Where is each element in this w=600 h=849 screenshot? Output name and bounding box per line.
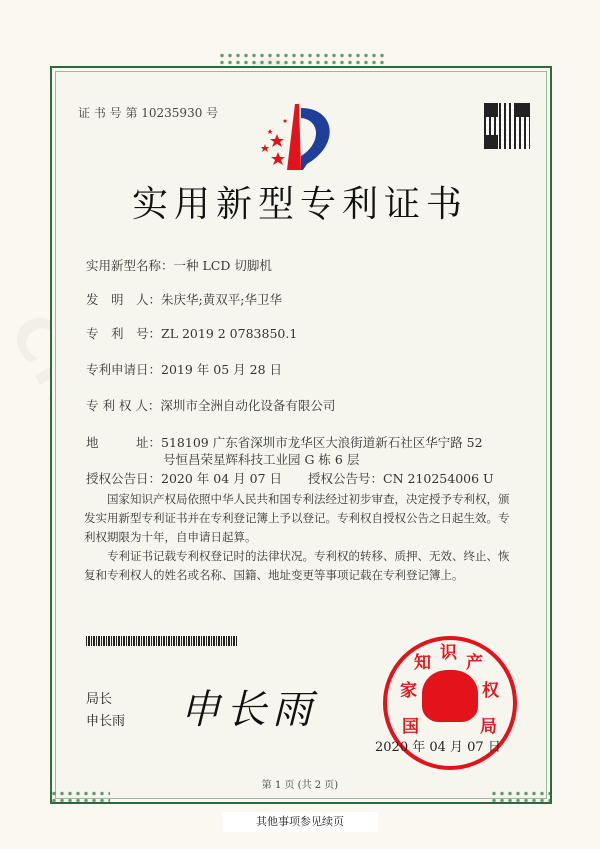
top-ornament bbox=[218, 52, 384, 66]
grant-statement: 国家知识产权局依照中华人民共和国专利法经过初步审查，决定授予专利权，颁发实用新型专利证书并在专利登记簿上予以登记。专利权自授权公告之日起生效。专利权期限为十年，自申请日起算。 bbox=[84, 492, 510, 544]
seal-char: 局 bbox=[480, 717, 497, 737]
field-address-line2: 号恒昌荣星辉科技工业园 G 栋 6 层 bbox=[163, 452, 360, 467]
barcode bbox=[86, 636, 238, 646]
field-inventors: 发 明 人：朱庆华;黄双平;华卫华 bbox=[86, 292, 282, 307]
cnipa-logo bbox=[255, 104, 345, 174]
director-title: 局长 bbox=[86, 692, 113, 707]
director-name: 申长雨 bbox=[86, 714, 126, 729]
corner-ornament bbox=[50, 790, 110, 804]
legal-status-statement: 专利证书记载专利权登记时的法律状况。专利权的转移、质押、无效、终止、恢复和专利权人的姓名或名称、国籍、地址变更等事项记载在专利登记簿上。 bbox=[84, 549, 510, 582]
director-signature: 申长雨 bbox=[180, 687, 318, 733]
seal-char: 识 bbox=[440, 643, 457, 663]
page-indicator: 第 1 页 (共 2 页) bbox=[261, 780, 339, 791]
national-emblem bbox=[422, 670, 478, 722]
field-grant-number: 授权公告号：CN 210254006 U bbox=[308, 471, 494, 486]
field-address: 地 址：518109 广东省深圳市龙华区大浪街道新石社区华宁路 52 bbox=[86, 435, 483, 450]
field-patentee: 专 利 权 人：深圳市全洲自动化设备有限公司 bbox=[86, 398, 336, 413]
footer-note: 其他事项参见续页 bbox=[222, 812, 378, 832]
seal-char: 国 bbox=[402, 717, 419, 737]
field-utility-model-name: 实用新型名称：一种 LCD 切脚机 bbox=[86, 258, 272, 273]
certificate-title: 实用新型专利证书 bbox=[131, 184, 468, 225]
certificate-number: 证 书 号 第 10235930 号 bbox=[78, 106, 219, 120]
field-application-date: 专利申请日：2019 年 05 月 28 日 bbox=[86, 362, 283, 377]
seal-char: 权 bbox=[482, 681, 499, 701]
seal-char: 家 bbox=[400, 681, 417, 701]
field-patent-number: 专 利 号：ZL 2019 2 0783850.1 bbox=[86, 326, 298, 341]
corner-ornament bbox=[490, 790, 550, 804]
qr-code bbox=[484, 103, 530, 149]
seal-char: 知 bbox=[414, 653, 431, 673]
field-grant-date: 授权公告日：2020 年 04 月 07 日 bbox=[86, 471, 283, 486]
seal-char: 产 bbox=[466, 653, 483, 673]
seal-date: 2020 年 04 月 07 日 bbox=[375, 740, 501, 755]
